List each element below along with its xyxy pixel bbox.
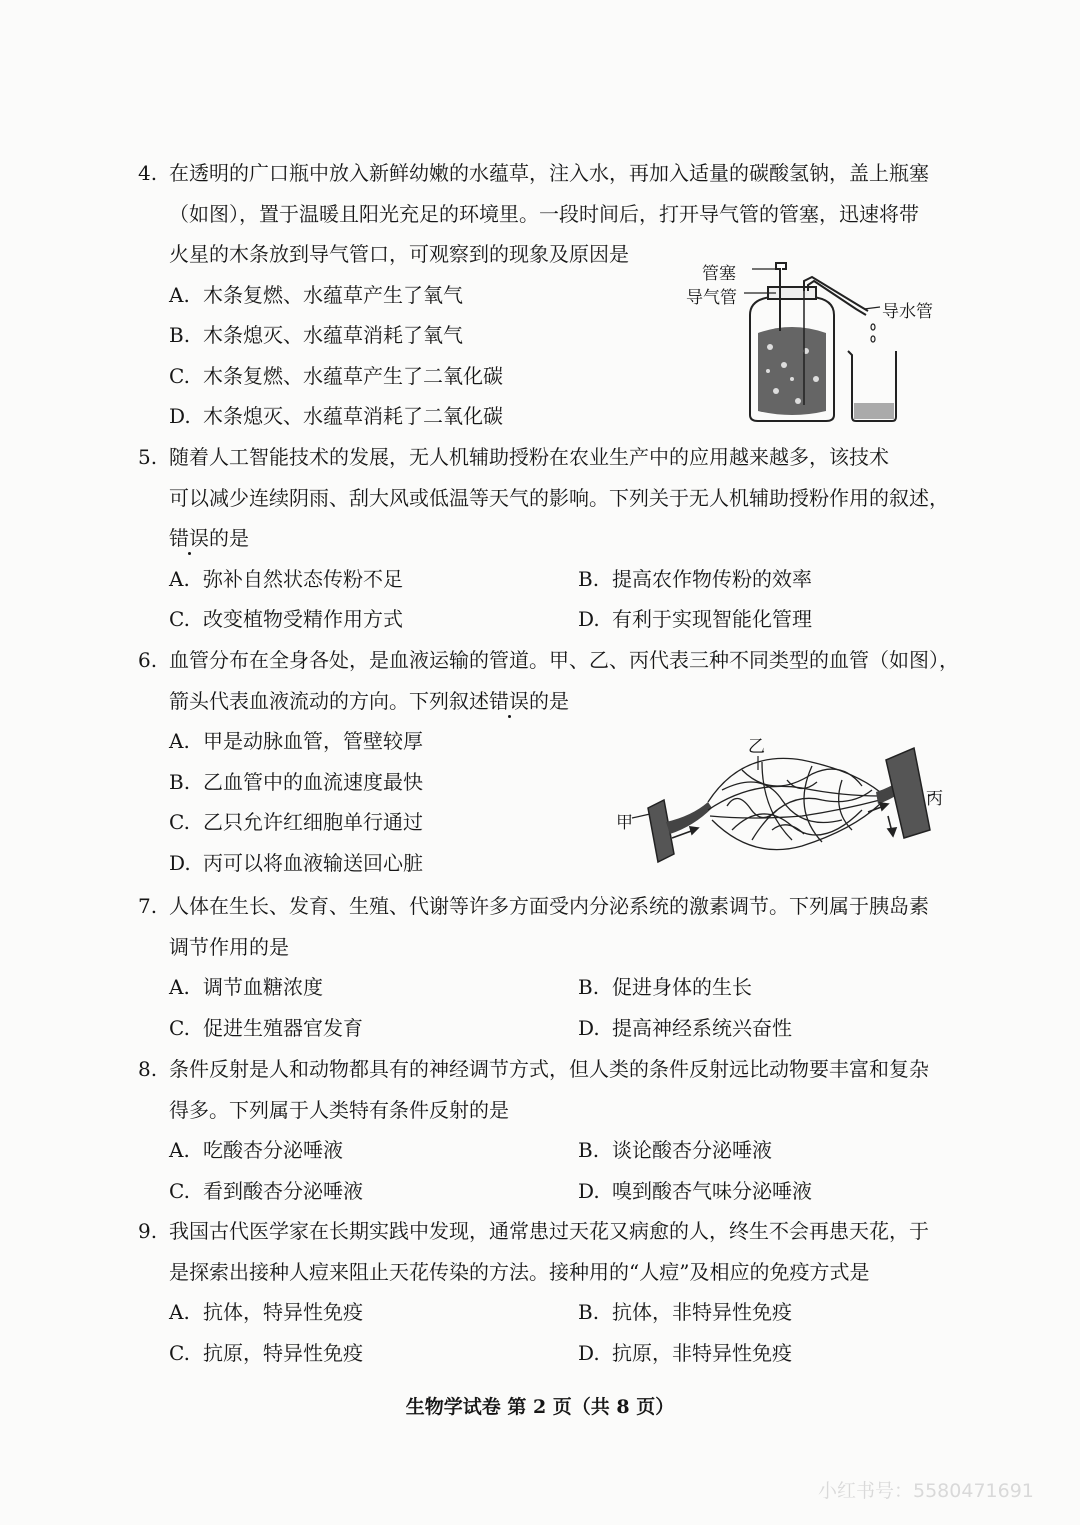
option-d[interactable]: D. 嗅到酸杏气味分泌唾液 bbox=[578, 1178, 812, 1203]
blood-vessel-figure bbox=[612, 730, 952, 870]
option-row bbox=[138, 559, 948, 600]
question-stem-line: 是探索出接种人痘来阻止天花传染的方法。接种用的“人痘”及相应的免疫方式是 bbox=[169, 1259, 870, 1284]
option-a[interactable]: A. 木条复燃、水蕴草产生了氧气 bbox=[169, 282, 463, 307]
stopper-label: 管塞 bbox=[702, 264, 736, 284]
gas-tube-label: 导气管 bbox=[686, 288, 737, 308]
question-9 bbox=[138, 1211, 948, 1373]
option-row bbox=[138, 599, 948, 640]
option-c[interactable]: C. 抗原，特异性免疫 bbox=[169, 1340, 363, 1365]
option-c[interactable]: C. 看到酸杏分泌唾液 bbox=[169, 1178, 363, 1203]
option-d[interactable]: D. 丙可以将血液输送回心脏 bbox=[169, 850, 423, 875]
vessel-yi-label: 乙 bbox=[748, 737, 765, 757]
option-b[interactable]: B. 谈论酸杏分泌唾液 bbox=[578, 1138, 772, 1162]
question-number: 5. bbox=[138, 445, 158, 469]
water-tube-label: 导水管 bbox=[882, 302, 933, 322]
question-stem-line: 血管分布在全身各处，是血液运输的管道。甲、乙、丙代表三种不同类型的血管（如图）， bbox=[169, 648, 959, 672]
option-a[interactable]: A. 弥补自然状态传粉不足 bbox=[169, 566, 403, 591]
question-stem-line: 人体在生长、发育、生殖、代谢等许多方面受内分泌系统的激素调节。下列属于胰岛素 bbox=[169, 894, 929, 918]
emphasis-text: 错误 bbox=[489, 688, 529, 713]
question-number: 4. bbox=[138, 161, 158, 185]
option-b[interactable]: B. 促进身体的生长 bbox=[578, 975, 752, 999]
question-stem-line: 火星的木条放到导气管口，可观察到的现象及原因是 bbox=[169, 242, 629, 266]
option-c[interactable]: C. 木条复燃、水蕴草产生了二氧化碳 bbox=[169, 363, 503, 388]
option-a[interactable]: A. 吃酸杏分泌唾液 bbox=[169, 1138, 343, 1162]
question-stem-line: 条件反射是人和动物都具有的神经调节方式，但人类的条件反射远比动物要丰富和复杂 bbox=[169, 1057, 929, 1081]
question-number: 8. bbox=[138, 1057, 158, 1081]
question-stem-line: 可以减少连续阴雨、刮大风或低温等天气的影响。下列关于无人机辅助授粉作用的叙述， bbox=[169, 485, 949, 510]
option-a[interactable]: A. 抗体，特异性免疫 bbox=[169, 1300, 363, 1324]
option-b[interactable]: B. 抗体，非特异性免疫 bbox=[578, 1300, 792, 1324]
watermark: 小红书号：5580471691 bbox=[818, 1480, 1034, 1502]
option-d[interactable]: D. 木条熄灭、水蕴草消耗了二氧化碳 bbox=[169, 404, 503, 428]
emphasis-text: 错误 bbox=[169, 526, 209, 550]
option-row bbox=[138, 1292, 948, 1333]
option-a[interactable]: A. 调节血糖浓度 bbox=[169, 975, 323, 999]
option-row bbox=[138, 967, 948, 1008]
option-c[interactable]: C. 改变植物受精作用方式 bbox=[169, 607, 403, 631]
option-b[interactable]: B. 木条熄灭、水蕴草消耗了氧气 bbox=[169, 323, 463, 347]
option-d[interactable]: D. 提高神经系统兴奋性 bbox=[578, 1015, 792, 1040]
option-b[interactable]: B. 提高农作物传粉的效率 bbox=[578, 566, 812, 591]
blood-vessel-diagram bbox=[612, 730, 952, 870]
question-stem-line: 随着人工智能技术的发展，无人机辅助授粉在农业生产中的应用越来越多，该技术 bbox=[169, 445, 889, 469]
option-d[interactable]: D. 有利于实现智能化管理 bbox=[578, 607, 812, 631]
jar-apparatus-figure bbox=[680, 255, 950, 425]
question-stem-line: 在透明的广口瓶中放入新鲜幼嫩的水蕴草，注入水，再加入适量的碳酸氢钠，盖上瓶塞 bbox=[169, 161, 929, 185]
vessel-bing-label: 丙 bbox=[926, 789, 943, 809]
option-c[interactable]: C. 促进生殖器官发育 bbox=[169, 1015, 363, 1040]
option-a[interactable]: A. 甲是动脉血管，管壁较厚 bbox=[169, 729, 423, 753]
option-c[interactable]: C. 乙只允许红细胞单行通过 bbox=[169, 810, 423, 834]
question-number: 9. bbox=[138, 1219, 158, 1243]
question-stem-line: 得多。下列属于人类特有条件反射的是 bbox=[169, 1097, 509, 1122]
vessel-jia-label: 甲 bbox=[616, 813, 633, 833]
question-8 bbox=[138, 1049, 948, 1211]
question-stem-line: 错误的是 bbox=[169, 526, 249, 550]
question-stem-line: 箭头代表血液流动的方向。下列叙述错误的是 bbox=[169, 688, 569, 713]
option-row bbox=[138, 1171, 948, 1212]
option-row bbox=[138, 1008, 948, 1049]
question-number: 7. bbox=[138, 894, 158, 918]
option-d[interactable]: D. 抗原，非特异性免疫 bbox=[578, 1340, 792, 1365]
option-b[interactable]: B. 乙血管中的血流速度最快 bbox=[169, 769, 423, 794]
question-7 bbox=[138, 886, 948, 1048]
question-stem-line: 调节作用的是 bbox=[169, 934, 289, 959]
page-footer: 生物学试卷 第 2 页（共 8 页） bbox=[405, 1396, 675, 1418]
question-number: 6. bbox=[138, 648, 158, 672]
option-row bbox=[138, 1333, 948, 1374]
question-5 bbox=[138, 437, 948, 640]
option-row bbox=[138, 1130, 948, 1171]
question-stem-line: 我国古代医学家在长期实践中发现，通常患过天花又病愈的人，终生不会再患天花，于 bbox=[169, 1219, 929, 1243]
question-stem-line: （如图），置于温暖且阳光充足的环境里。一段时间后，打开导气管的管塞，迅速将带 bbox=[169, 201, 919, 226]
